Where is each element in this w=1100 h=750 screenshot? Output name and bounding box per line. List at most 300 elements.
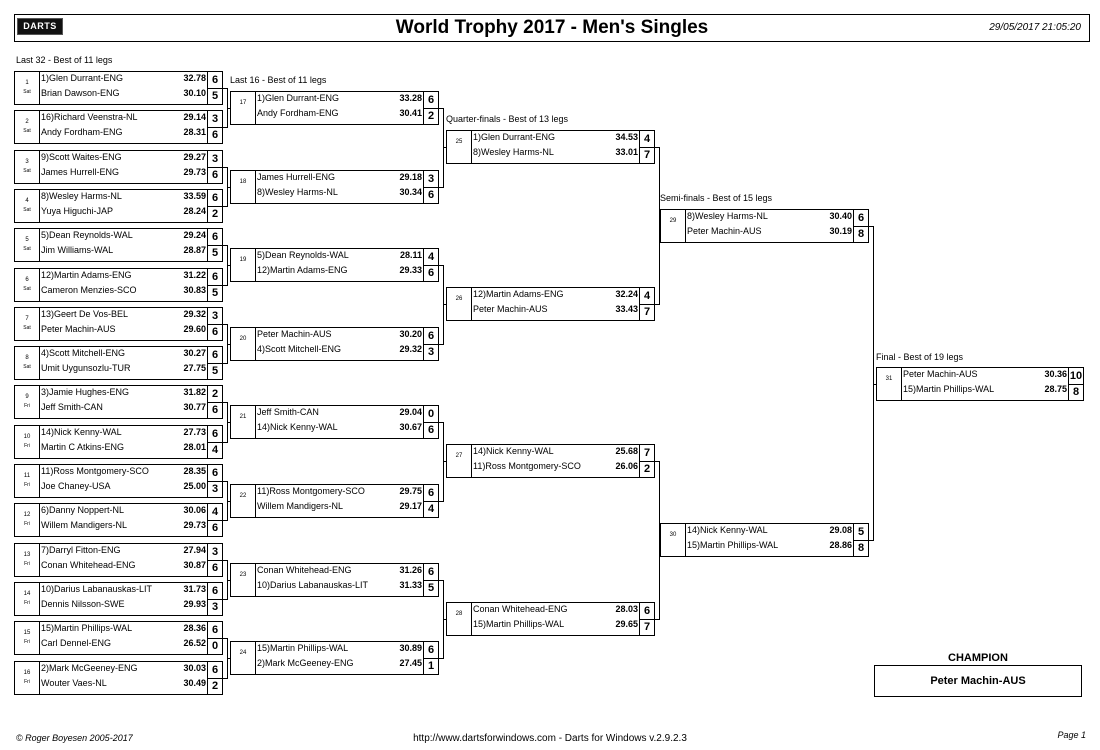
player-legs-score: 6 <box>207 190 222 207</box>
player-average: 31.33 <box>399 580 422 590</box>
bracket-connector <box>443 422 444 502</box>
player-name: 14)Nick Kenny-WAL <box>257 422 338 432</box>
player-average: 31.73 <box>183 584 206 594</box>
match-box <box>14 582 223 616</box>
player-legs-score: 3 <box>207 308 222 325</box>
match-number <box>15 151 40 183</box>
match-box <box>446 287 655 321</box>
player-legs-score: 5 <box>207 245 222 261</box>
player-name: 7)Darryl Fitton-ENG <box>41 545 121 555</box>
match-day: Sat <box>23 207 31 213</box>
player-average: 28.86 <box>829 540 852 550</box>
player-legs-score: 3 <box>207 111 222 128</box>
match-day: Fri <box>24 443 30 449</box>
player-average: 29.75 <box>399 486 422 496</box>
bracket-connector <box>227 580 230 581</box>
match-number-value: 1 <box>25 80 29 86</box>
match-number-value: 2 <box>25 119 29 125</box>
bracket-connector <box>227 187 230 188</box>
match-box <box>230 563 439 597</box>
match-number <box>231 328 256 360</box>
player-name: 13)Geert De Vos-BEL <box>41 309 129 319</box>
match-number <box>231 406 256 438</box>
match-number-value: 16 <box>23 670 31 676</box>
match-box <box>14 503 223 537</box>
player-name: 12)Martin Adams-ENG <box>473 289 564 299</box>
player-average: 30.34 <box>399 187 422 197</box>
player-average: 30.20 <box>399 329 422 339</box>
match-number-value: 12 <box>23 512 31 518</box>
bracket-connector <box>227 108 230 109</box>
match-number-value: 10 <box>23 434 31 440</box>
player-name: 15)Martin Phillips-WAL <box>687 540 779 550</box>
match-number <box>231 171 256 203</box>
bracket-connector <box>443 108 444 188</box>
match-day: Sat <box>23 325 31 331</box>
player-name: 8)Wesley Harms-NL <box>41 191 122 201</box>
player-average: 29.73 <box>183 520 206 530</box>
player-name: Jeff Smith-CAN <box>41 402 103 412</box>
player-average: 30.40 <box>829 211 852 221</box>
player-legs-score: 8 <box>1068 384 1083 400</box>
match-number <box>15 190 40 222</box>
match-number-value: 21 <box>239 414 247 420</box>
player-name: 1)Glen Durrant-ENG <box>257 93 340 103</box>
match-number <box>877 368 902 400</box>
match-box <box>230 170 439 204</box>
match-box <box>14 110 223 144</box>
player-legs-score: 8 <box>853 226 868 242</box>
match-number-value: 15 <box>23 630 31 636</box>
match-day: Sat <box>23 286 31 292</box>
player-average: 33.01 <box>615 147 638 157</box>
match-number-value: 25 <box>455 139 463 145</box>
player-name: 3)Jamie Hughes-ENG <box>41 387 130 397</box>
champion-label: CHAMPION <box>948 652 1008 664</box>
player-average: 26.52 <box>183 638 206 648</box>
player-name: 2)Mark McGeeney-ENG <box>257 658 354 668</box>
player-legs-score: 7 <box>639 147 654 163</box>
match-box <box>14 661 223 695</box>
player-legs-score: 6 <box>853 210 868 227</box>
match-number-value: 24 <box>239 650 247 656</box>
player-legs-score: 4 <box>423 501 438 517</box>
player-name: Willem Mandigers-NL <box>41 520 128 530</box>
player-legs-score: 5 <box>853 524 868 541</box>
match-box <box>14 464 223 498</box>
player-legs-score: 6 <box>207 229 222 246</box>
player-name: 4)Scott Mitchell-ENG <box>41 348 126 358</box>
match-box <box>14 385 223 419</box>
match-box <box>446 130 655 164</box>
match-day: Sat <box>23 168 31 174</box>
player-name: 15)Martin Phillips-WAL <box>473 619 565 629</box>
player-average: 30.27 <box>183 348 206 358</box>
round-label: Semi-finals - Best of 15 legs <box>660 193 773 203</box>
player-name: 14)Nick Kenny-WAL <box>41 427 122 437</box>
bracket-connector <box>659 226 660 227</box>
player-legs-score: 10 <box>1068 368 1083 385</box>
player-name: 8)Wesley Harms-NL <box>687 211 768 221</box>
player-average: 25.00 <box>183 481 206 491</box>
player-name: 2)Mark McGeeney-ENG <box>41 663 138 673</box>
round-label: Last 16 - Best of 11 legs <box>230 75 327 85</box>
player-average: 27.94 <box>183 545 206 555</box>
player-average: 29.73 <box>183 167 206 177</box>
match-number <box>15 269 40 301</box>
match-day: Sat <box>23 246 31 252</box>
player-name: 14)Nick Kenny-WAL <box>687 525 768 535</box>
player-name: James Hurrell-ENG <box>257 172 336 182</box>
match-number-value: 7 <box>25 316 29 322</box>
match-number-value: 28 <box>455 611 463 617</box>
player-average: 34.53 <box>615 132 638 142</box>
player-legs-score: 6 <box>423 422 438 438</box>
round-label: Final - Best of 19 legs <box>876 352 964 362</box>
player-name: 12)Martin Adams-ENG <box>41 270 132 280</box>
player-legs-score: 1 <box>423 658 438 674</box>
player-legs-score: 5 <box>207 285 222 301</box>
player-legs-score: 6 <box>207 167 222 183</box>
player-legs-score: 6 <box>639 603 654 620</box>
match-number <box>15 504 40 536</box>
player-average: 27.75 <box>183 363 206 373</box>
player-legs-score: 0 <box>423 406 438 423</box>
match-number <box>231 249 256 281</box>
player-average: 30.77 <box>183 402 206 412</box>
player-average: 28.24 <box>183 206 206 216</box>
player-average: 30.10 <box>183 88 206 98</box>
player-name: Cameron Menzies-SCO <box>41 285 137 295</box>
player-legs-score: 4 <box>639 131 654 148</box>
player-average: 30.36 <box>1044 369 1067 379</box>
player-average: 27.73 <box>183 427 206 437</box>
player-legs-score: 2 <box>207 386 222 403</box>
player-name: 10)Darius Labanauskas-LIT <box>41 584 153 594</box>
player-name: 14)Nick Kenny-WAL <box>473 446 554 456</box>
bracket-connector <box>227 658 230 659</box>
player-name: 1)Glen Durrant-ENG <box>41 73 124 83</box>
player-average: 29.60 <box>183 324 206 334</box>
website-link[interactable]: http://www.dartsforwindows.com - Darts for Windows v.2.9.2.3 <box>413 733 687 744</box>
bracket-connector <box>227 422 230 423</box>
player-legs-score: 4 <box>207 442 222 458</box>
player-name: Andy Fordham-ENG <box>41 127 123 137</box>
match-day: Fri <box>24 600 30 606</box>
player-average: 28.01 <box>183 442 206 452</box>
player-legs-score: 6 <box>207 520 222 536</box>
bracket-connector <box>227 344 230 345</box>
player-name: Peter Machin-AUS <box>473 304 548 314</box>
player-name: James Hurrell-ENG <box>41 167 120 177</box>
bracket-connector <box>443 461 446 462</box>
player-legs-score: 5 <box>423 580 438 596</box>
match-number <box>15 544 40 576</box>
round-label: Last 32 - Best of 11 legs <box>16 55 113 65</box>
player-legs-score: 3 <box>207 544 222 561</box>
match-number <box>447 131 472 163</box>
match-number <box>661 524 686 556</box>
player-legs-score: 8 <box>853 540 868 556</box>
match-number <box>15 622 40 654</box>
player-average: 28.35 <box>183 466 206 476</box>
player-legs-score: 5 <box>207 88 222 104</box>
match-number-value: 5 <box>25 237 29 243</box>
match-number-value: 14 <box>23 591 31 597</box>
player-name: Dennis Nilsson-SWE <box>41 599 125 609</box>
player-average: 30.87 <box>183 560 206 570</box>
player-average: 28.75 <box>1044 384 1067 394</box>
player-average: 29.24 <box>183 230 206 240</box>
player-average: 29.65 <box>615 619 638 629</box>
bracket-connector <box>227 265 230 266</box>
match-box <box>660 209 869 243</box>
player-legs-score: 3 <box>207 599 222 615</box>
player-name: 9)Scott Waites-ENG <box>41 152 122 162</box>
player-name: 5)Dean Reynolds-WAL <box>41 230 133 240</box>
match-box <box>14 621 223 655</box>
player-legs-score: 6 <box>207 347 222 364</box>
match-number-value: 18 <box>239 179 247 185</box>
match-number-value: 26 <box>455 296 463 302</box>
player-average: 30.89 <box>399 643 422 653</box>
player-name: 15)Martin Phillips-WAL <box>41 623 133 633</box>
bracket-connector <box>443 147 446 148</box>
player-average: 33.28 <box>399 93 422 103</box>
player-name: 8)Wesley Harms-NL <box>257 187 338 197</box>
player-average: 29.17 <box>399 501 422 511</box>
player-name: Conan Whitehead-ENG <box>41 560 136 570</box>
match-number-value: 13 <box>23 552 31 558</box>
player-average: 28.36 <box>183 623 206 633</box>
match-number <box>15 426 40 458</box>
match-number <box>15 72 40 104</box>
player-name: 11)Ross Montgomery-SCO <box>473 461 581 471</box>
player-legs-score: 2 <box>423 108 438 124</box>
player-average: 30.83 <box>183 285 206 295</box>
match-number-value: 20 <box>239 336 247 342</box>
player-average: 29.27 <box>183 152 206 162</box>
player-name: 1)Glen Durrant-ENG <box>473 132 556 142</box>
player-legs-score: 3 <box>423 344 438 360</box>
copyright-text: © Roger Boyesen 2005-2017 <box>16 733 133 743</box>
player-name: 11)Ross Montgomery-SCO <box>257 486 365 496</box>
darts-logo: DARTS <box>17 18 63 35</box>
page-header <box>14 14 1090 42</box>
match-number-value: 23 <box>239 572 247 578</box>
match-number <box>15 347 40 379</box>
player-average: 28.03 <box>615 604 638 614</box>
player-legs-score: 6 <box>423 187 438 203</box>
match-box <box>14 228 223 262</box>
player-average: 30.19 <box>829 226 852 236</box>
player-name: Martin C Atkins-ENG <box>41 442 125 452</box>
player-legs-score: 6 <box>207 324 222 340</box>
bracket-connector <box>873 384 876 385</box>
match-box <box>14 543 223 577</box>
player-average: 25.68 <box>615 446 638 456</box>
match-day: Fri <box>24 403 30 409</box>
bracket-connector <box>443 304 446 305</box>
match-box <box>14 307 223 341</box>
player-name: 16)Richard Veenstra-NL <box>41 112 138 122</box>
match-box <box>14 71 223 105</box>
player-legs-score: 3 <box>207 481 222 497</box>
match-day: Fri <box>24 639 30 645</box>
match-box <box>230 327 439 361</box>
player-legs-score: 6 <box>207 127 222 143</box>
match-number <box>231 564 256 596</box>
match-box <box>230 405 439 439</box>
champion-box: Peter Machin-AUS <box>874 665 1082 697</box>
player-average: 30.03 <box>183 663 206 673</box>
match-day: Sat <box>23 364 31 370</box>
player-name: Conan Whitehead-ENG <box>257 565 352 575</box>
player-name: Peter Machin-AUS <box>687 226 762 236</box>
match-day: Fri <box>24 482 30 488</box>
player-legs-score: 6 <box>423 642 438 659</box>
match-box <box>660 523 869 557</box>
match-number-value: 9 <box>25 394 29 400</box>
match-box <box>446 602 655 636</box>
player-legs-score: 5 <box>207 363 222 379</box>
match-number-value: 29 <box>669 218 677 224</box>
player-name: Andy Fordham-ENG <box>257 108 339 118</box>
match-day: Fri <box>24 561 30 567</box>
match-number-value: 3 <box>25 159 29 165</box>
player-name: 15)Martin Phillips-WAL <box>903 384 995 394</box>
player-average: 26.06 <box>615 461 638 471</box>
match-number <box>15 229 40 261</box>
bracket-connector <box>227 501 230 502</box>
player-average: 32.78 <box>183 73 206 83</box>
player-legs-score: 6 <box>207 465 222 482</box>
player-average: 29.32 <box>183 309 206 319</box>
match-number <box>15 386 40 418</box>
match-number-value: 17 <box>239 100 247 106</box>
player-average: 29.93 <box>183 599 206 609</box>
player-legs-score: 0 <box>207 638 222 654</box>
player-legs-score: 4 <box>423 249 438 266</box>
player-legs-score: 6 <box>423 328 438 345</box>
player-legs-score: 6 <box>423 485 438 502</box>
player-average: 29.33 <box>399 265 422 275</box>
player-average: 29.18 <box>399 172 422 182</box>
player-average: 27.45 <box>399 658 422 668</box>
player-average: 29.04 <box>399 407 422 417</box>
match-day: Sat <box>23 128 31 134</box>
match-day: Sat <box>23 89 31 95</box>
player-average: 28.11 <box>399 250 422 260</box>
match-number-value: 4 <box>25 198 29 204</box>
player-name: Wouter Vaes-NL <box>41 678 107 688</box>
player-legs-score: 6 <box>207 269 222 286</box>
player-name: Peter Machin-AUS <box>257 329 332 339</box>
player-average: 31.26 <box>399 565 422 575</box>
player-legs-score: 2 <box>207 678 222 694</box>
player-legs-score: 6 <box>423 564 438 581</box>
match-box <box>230 248 439 282</box>
match-number <box>447 445 472 477</box>
player-average: 33.43 <box>615 304 638 314</box>
match-number-value: 27 <box>455 453 463 459</box>
player-average: 32.24 <box>615 289 638 299</box>
player-legs-score: 6 <box>207 622 222 639</box>
player-average: 30.06 <box>183 505 206 515</box>
match-day: Fri <box>24 521 30 527</box>
match-number <box>661 210 686 242</box>
match-box <box>14 425 223 459</box>
match-box <box>230 641 439 675</box>
player-average: 29.14 <box>183 112 206 122</box>
player-name: Peter Machin-AUS <box>41 324 116 334</box>
player-legs-score: 3 <box>207 151 222 168</box>
player-legs-score: 6 <box>207 426 222 443</box>
player-name: Yuya Higuchi-JAP <box>41 206 114 216</box>
player-average: 31.22 <box>183 270 206 280</box>
player-legs-score: 6 <box>207 662 222 679</box>
player-name: Willem Mandigers-NL <box>257 501 344 511</box>
player-name: 6)Danny Noppert-NL <box>41 505 125 515</box>
player-name: Jim Williams-WAL <box>41 245 114 255</box>
match-box <box>230 91 439 125</box>
match-number-value: 31 <box>885 376 893 382</box>
player-name: Umit Uygunsozlu-TUR <box>41 363 131 373</box>
player-average: 31.82 <box>183 387 206 397</box>
player-average: 28.87 <box>183 245 206 255</box>
player-average: 30.49 <box>183 678 206 688</box>
player-legs-score: 6 <box>207 560 222 576</box>
player-name: 5)Dean Reynolds-WAL <box>257 250 349 260</box>
bracket-connector <box>443 619 446 620</box>
match-number <box>15 465 40 497</box>
player-legs-score: 6 <box>207 72 222 89</box>
match-box <box>876 367 1084 401</box>
match-day: Fri <box>24 679 30 685</box>
match-number-value: 30 <box>669 532 677 538</box>
match-number <box>447 288 472 320</box>
bracket-connector <box>659 540 660 541</box>
player-name: Brian Dawson-ENG <box>41 88 120 98</box>
match-number <box>231 92 256 124</box>
match-number-value: 22 <box>239 493 247 499</box>
player-legs-score: 2 <box>207 206 222 222</box>
player-legs-score: 7 <box>639 304 654 320</box>
player-average: 29.32 <box>399 344 422 354</box>
match-box <box>14 346 223 380</box>
print-datetime: 29/05/2017 21:05:20 <box>989 22 1081 33</box>
player-legs-score: 4 <box>207 504 222 521</box>
match-number-value: 6 <box>25 277 29 283</box>
player-legs-score: 7 <box>639 619 654 635</box>
player-average: 28.31 <box>183 127 206 137</box>
player-average: 30.67 <box>399 422 422 432</box>
match-number <box>15 308 40 340</box>
match-box <box>230 484 439 518</box>
player-name: 4)Scott Mitchell-ENG <box>257 344 342 354</box>
player-average: 33.59 <box>183 191 206 201</box>
player-name: 11)Ross Montgomery-SCO <box>41 466 149 476</box>
player-name: 15)Martin Phillips-WAL <box>257 643 349 653</box>
player-name: 10)Darius Labanauskas-LIT <box>257 580 369 590</box>
match-number <box>15 662 40 694</box>
match-box <box>446 444 655 478</box>
player-legs-score: 3 <box>423 171 438 188</box>
player-name: Peter Machin-AUS <box>903 369 978 379</box>
player-name: Joe Chaney-USA <box>41 481 111 491</box>
match-box <box>14 189 223 223</box>
match-number <box>15 583 40 615</box>
